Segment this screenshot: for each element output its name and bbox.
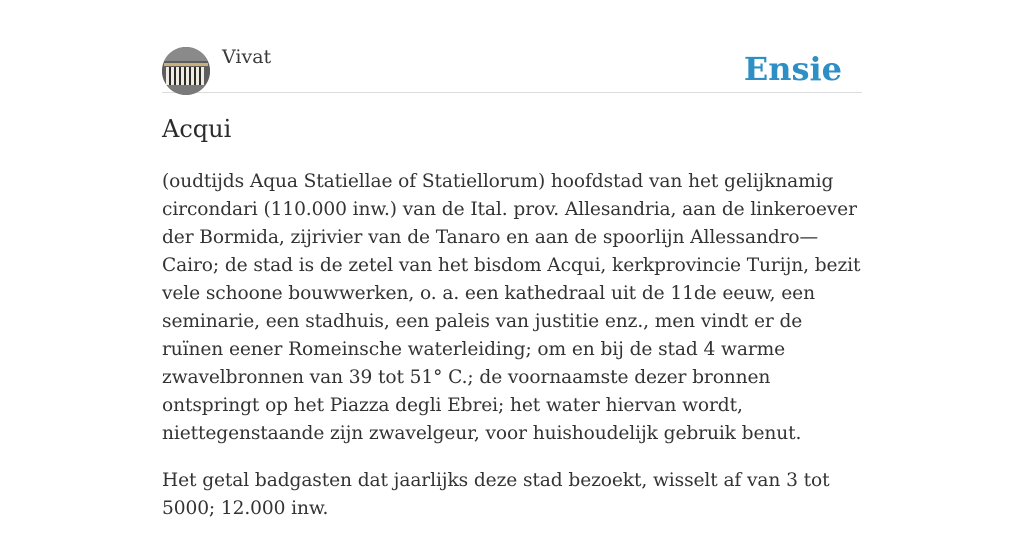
article-body	[162, 168, 862, 542]
article-page	[162, 0, 862, 519]
site-logo[interactable]: Ensie	[743, 50, 842, 88]
avatar[interactable]	[162, 47, 210, 95]
organ-pipes-icon	[162, 47, 210, 95]
article-paragraph: Het getal badgasten dat jaarlijks deze stad bezoekt, wisselt af van 3 tot 5000; 12.000 inw.	[162, 470, 830, 519]
article-paragraph: (oudtijds Aqua Statiellae of Statiellorum) hoofdstad van het gelijknamig circondari (110.000 inw.) van de Ital. prov. Allesandria, aan de linkeroever der Bormida, zijrivier van de Tanaro en aan de spoorlijn Allessandro—Cairo; de stad is de zetel van het bisdom Acqui, kerkprovincie Turijn, bezit vele schoone bouwwerken, o. a. een kathedraal uit de 11de eeuw, een seminarie, een stadhuis, een paleis van justitie enz., men vindt er de ruïnen eener Romeinsche waterleiding; om en bij de stad 4 warme zwavelbronnen van 39 tot 51° C.; de voornaamste dezer bronnen ontspringt op het Piazza degli Ebrei; het water hiervan wordt, niettegenstaande zijn zwavelgeur, voor huishoudelijk gebruik benut.	[162, 171, 861, 444]
author-name[interactable]: Vivat	[222, 46, 272, 68]
article-title: Acqui	[162, 115, 232, 143]
header	[162, 0, 862, 93]
